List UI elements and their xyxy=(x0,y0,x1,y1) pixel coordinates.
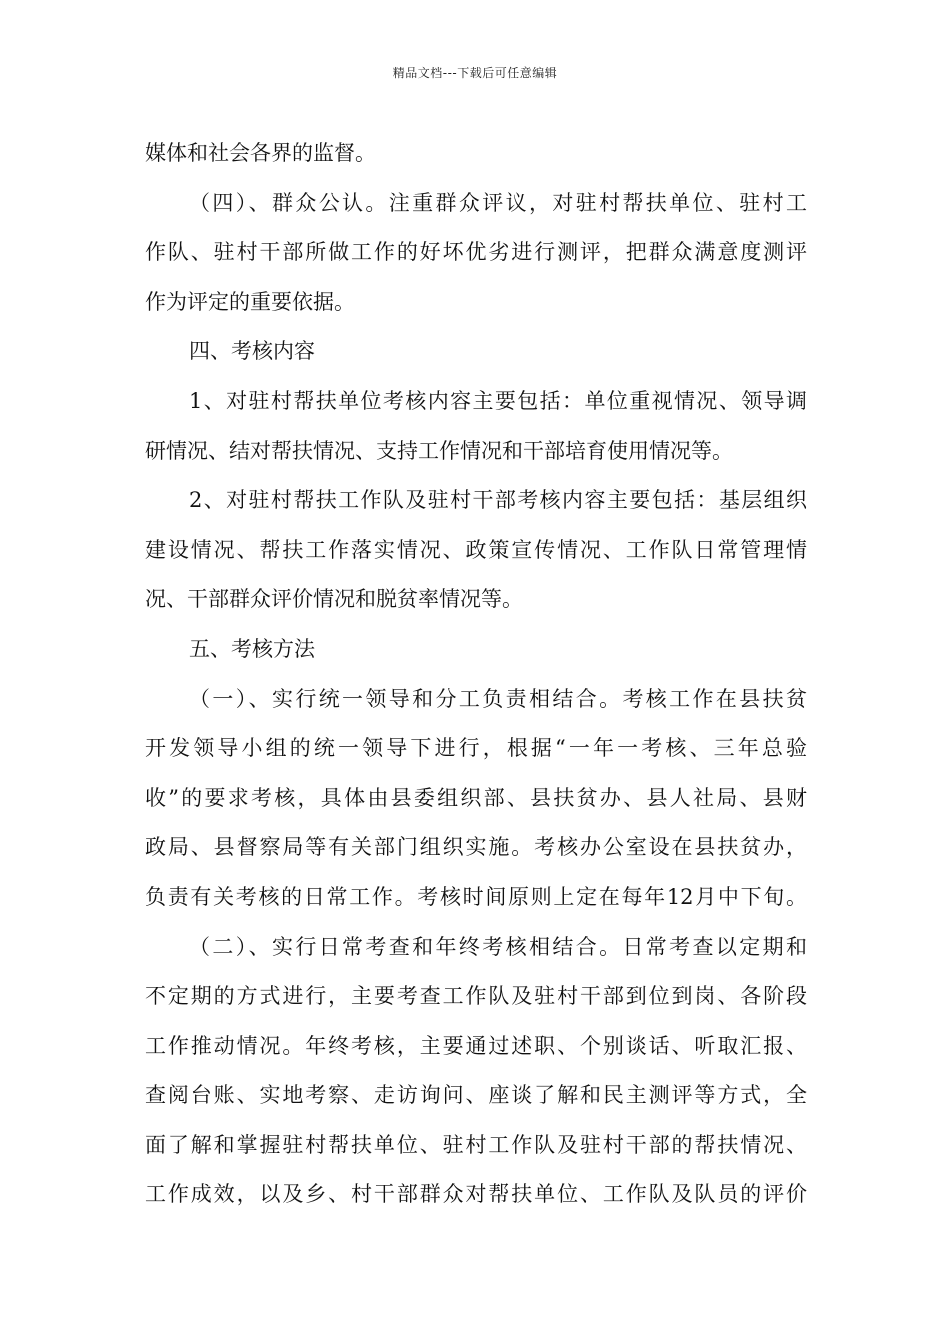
section-heading: 五、考核方法 xyxy=(189,636,315,661)
text-line: 工作成效，以及乡、村干部群众对帮扶单位、工作队及队员的评价 xyxy=(145,1182,807,1207)
text-line: 面了解和掌握驻村帮扶单位、驻村工作队及驻村干部的帮扶情况、 xyxy=(145,1132,807,1157)
text-line: 作为评定的重要依据。 xyxy=(145,289,355,314)
text-line: 作队、驻村干部所做工作的好坏优劣进行测评，把群众满意度测评 xyxy=(145,240,807,265)
text-line: 建设情况、帮扶工作落实情况、政策宣传情况、工作队日常管理情 xyxy=(145,537,807,562)
text-line: 负责有关考核的日常工作。考核时间原则上定在每年12月中下旬。 xyxy=(145,884,807,909)
page-header: 精品文档---下载后可任意编辑 xyxy=(392,66,558,80)
text-line: （一）、实行统一领导和分工负责相结合。考核工作在县扶贫 xyxy=(189,686,807,711)
text-line: 开发领导小组的统一领导下进行，根据“一年一考核、三年总验 xyxy=(145,736,807,761)
text-line: 况、干部群众评价情况和脱贫率情况等。 xyxy=(145,587,523,612)
text-line: 1、对驻村帮扶单位考核内容主要包括：单位重视情况、领导调 xyxy=(189,388,807,413)
text-line: 收”的要求考核，具体由县委组织部、县扶贫办、县人社局、县财 xyxy=(145,785,807,810)
text-line: （四）、群众公认。注重群众评议，对驻村帮扶单位、驻村工 xyxy=(189,190,807,215)
body-text xyxy=(145,129,807,1220)
text-line: 2、对驻村帮扶工作队及驻村干部考核内容主要包括：基层组织 xyxy=(189,488,807,513)
text-line: 媒体和社会各界的监督。 xyxy=(145,141,376,165)
text-line: 不定期的方式进行，主要考查工作队及驻村干部到位到岗、各阶段 xyxy=(145,984,807,1009)
section-heading: 四、考核内容 xyxy=(189,339,315,364)
text-line: 工作推动情况。年终考核，主要通过述职、个别谈话、听取汇报、 xyxy=(145,1033,807,1058)
text-line: （二）、实行日常考查和年终考核相结合。日常考查以定期和 xyxy=(189,934,807,959)
text-line: 研情况、结对帮扶情况、支持工作情况和干部培育使用情况等。 xyxy=(145,438,733,463)
text-line: 政局、县督察局等有关部门组织实施。考核办公室设在县扶贫办， xyxy=(145,835,807,860)
text-line: 查阅台账、实地考察、走访询问、座谈了解和民主测评等方式，全 xyxy=(145,1083,807,1108)
